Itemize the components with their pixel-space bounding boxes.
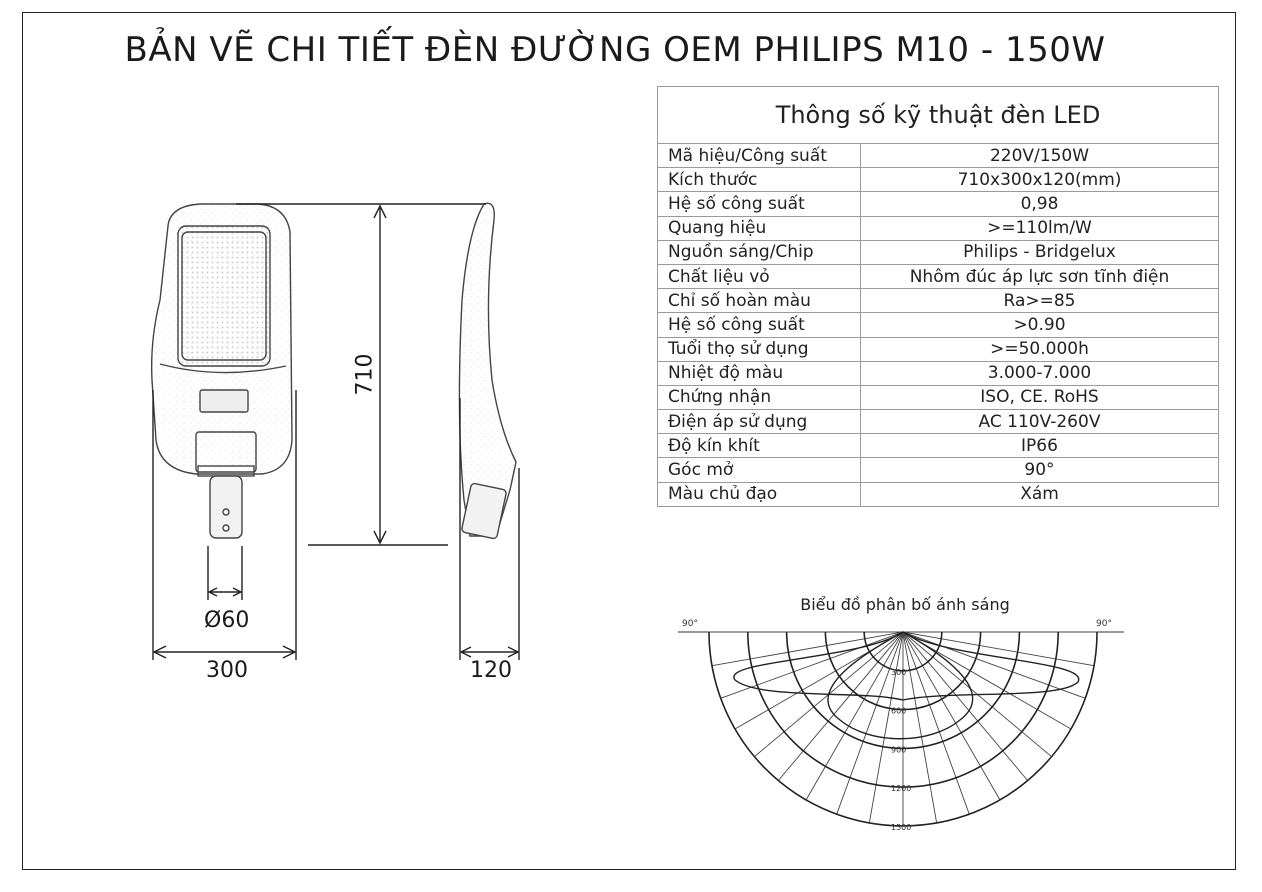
- dimension-height: 120: [470, 658, 512, 683]
- page-title: BẢN VẼ CHI TIẾT ĐÈN ĐƯỜNG OEM PHILIPS M10 - 150W: [124, 30, 1106, 70]
- spec-label: Chất liệu vỏ: [658, 264, 861, 288]
- polar-left-angle-label: 90°: [682, 619, 698, 629]
- spec-label: Hệ số công suất: [658, 192, 861, 216]
- dimension-length: 710: [352, 353, 378, 396]
- spec-label: Quang hiệu: [658, 216, 861, 240]
- polar-right-angle-label: 90°: [1096, 619, 1112, 629]
- spec-value: Philips - Bridgelux: [861, 240, 1219, 264]
- spec-label: Màu chủ đạo: [658, 482, 861, 506]
- spec-value: >=50.000h: [861, 337, 1219, 361]
- polar-ring-label: 900: [891, 745, 907, 755]
- spec-value: IP66: [861, 434, 1219, 458]
- spec-label: Nhiệt độ màu: [658, 361, 861, 385]
- spec-label: Mã hiệu/Công suất: [658, 144, 861, 168]
- spec-label: Góc mở: [658, 458, 861, 482]
- dimension-pole-diameter: Ø60: [204, 608, 250, 633]
- spec-table-title: Thông số kỹ thuật đèn LED: [658, 87, 1219, 144]
- polar-chart-title: Biểu đồ phân bố ánh sáng: [800, 595, 1010, 614]
- spec-label: Nguồn sáng/Chip: [658, 240, 861, 264]
- polar-ring-label: 1500: [891, 823, 912, 832]
- polar-ring-label: 1200: [891, 784, 912, 794]
- spec-value: >0.90: [861, 313, 1219, 337]
- polar-ring-label: 600: [891, 706, 907, 716]
- spec-label: Tuổi thọ sử dụng: [658, 337, 861, 361]
- spec-value: ISO, CE. RoHS: [861, 385, 1219, 409]
- spec-value: Ra>=85: [861, 289, 1219, 313]
- spec-value: AC 110V-260V: [861, 410, 1219, 434]
- spec-value: 3.000-7.000: [861, 361, 1219, 385]
- spec-value: >=110lm/W: [861, 216, 1219, 240]
- spec-label: Độ kín khít: [658, 434, 861, 458]
- spec-value: 90°: [861, 458, 1219, 482]
- spec-label: Chỉ số hoàn màu: [658, 289, 861, 313]
- spec-label: Điện áp sử dụng: [658, 410, 861, 434]
- spec-label: Chứng nhận: [658, 385, 861, 409]
- spec-value: 220V/150W: [861, 144, 1219, 168]
- spec-value: 0,98: [861, 192, 1219, 216]
- dimension-width: 300: [206, 658, 248, 683]
- polar-ring-label: 300: [891, 667, 907, 677]
- spec-label: Hệ số công suất: [658, 313, 861, 337]
- spec-label: Kích thước: [658, 168, 861, 192]
- spec-value: 710x300x120(mm): [861, 168, 1219, 192]
- spec-value: Xám: [861, 482, 1219, 506]
- spec-value: Nhôm đúc áp lực sơn tĩnh điện: [861, 264, 1219, 288]
